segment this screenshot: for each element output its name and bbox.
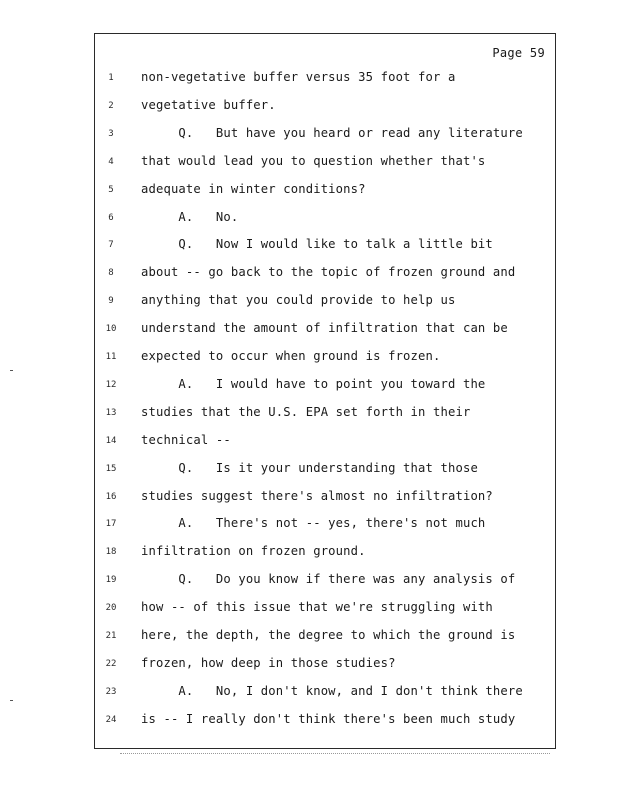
transcript-line — [95, 684, 555, 704]
line-text: here, the depth, the degree to which the ground is — [141, 628, 516, 642]
line-text: A. No, I don't know, and I don't think there — [141, 683, 523, 698]
transcript-line — [95, 349, 555, 369]
transcript-line — [95, 433, 555, 453]
line-number: 20 — [105, 603, 117, 614]
transcript-line — [95, 182, 555, 202]
line-text: understand the amount of infiltration that can be — [141, 321, 508, 336]
page-number: Page 59 — [492, 46, 545, 60]
line-number: 6 — [108, 212, 114, 223]
line-number: 19 — [105, 575, 117, 586]
line-number: 11 — [105, 352, 117, 362]
transcript-line — [95, 572, 555, 592]
line-number: 4 — [108, 156, 114, 167]
line-number: 7 — [108, 240, 114, 251]
line-number: 21 — [105, 631, 117, 641]
line-text: infiltration on frozen ground. — [141, 544, 366, 559]
line-number: 5 — [108, 184, 114, 195]
line-text: studies suggest there's almost no infiltration? — [141, 488, 493, 503]
line-number: 12 — [105, 379, 117, 390]
line-text: A. No. — [141, 209, 239, 224]
transcript-page — [94, 33, 556, 749]
line-number: 2 — [108, 100, 114, 111]
line-text: about -- go back to the topic of frozen ground and — [141, 265, 516, 280]
line-text: that would lead you to question whether that's — [141, 153, 486, 168]
transcript-line — [95, 516, 555, 536]
line-number: 1 — [108, 73, 114, 83]
bottom-rule — [120, 753, 550, 755]
transcript-line — [95, 489, 555, 509]
line-text: Q. Now I would like to talk a little bit — [141, 237, 493, 252]
line-text: Q. But have you heard or read any literature — [141, 125, 523, 140]
line-text: Q. Is it your understanding that those — [141, 460, 478, 475]
line-number: 16 — [105, 491, 117, 502]
transcript-line — [95, 544, 555, 564]
line-text: A. There's not -- yes, there's not much — [141, 516, 486, 531]
line-number: 24 — [105, 714, 117, 725]
margin-mark — [10, 370, 13, 371]
line-number: 18 — [105, 547, 117, 558]
transcript-line — [95, 265, 555, 285]
transcript-line — [95, 210, 555, 230]
line-number: 3 — [108, 128, 114, 139]
transcript-line — [95, 600, 555, 620]
line-text: non-vegetative buffer versus 35 foot for a — [141, 70, 456, 84]
line-number: 8 — [108, 268, 114, 279]
transcript-line — [95, 656, 555, 676]
line-number: 10 — [105, 324, 117, 335]
line-number: 9 — [108, 296, 114, 307]
transcript-line — [95, 405, 555, 425]
transcript-line — [95, 70, 555, 90]
transcript-line — [95, 126, 555, 146]
transcript-line — [95, 321, 555, 341]
transcript-line — [95, 154, 555, 174]
line-text: technical -- — [141, 432, 231, 447]
line-number: 13 — [105, 407, 117, 418]
line-text: anything that you could provide to help us — [141, 293, 456, 308]
line-text: vegetative buffer. — [141, 97, 276, 112]
line-text: studies that the U.S. EPA set forth in their — [141, 404, 471, 419]
line-text: A. I would have to point you toward the — [141, 376, 486, 391]
line-number: 17 — [105, 519, 117, 530]
line-number: 15 — [105, 463, 117, 474]
transcript-line — [95, 293, 555, 313]
margin-mark — [10, 700, 13, 701]
line-text: frozen, how deep in those studies? — [141, 655, 396, 670]
transcript-line — [95, 98, 555, 118]
transcript-line — [95, 628, 555, 648]
transcript-line — [95, 377, 555, 397]
line-text: is -- I really don't think there's been much study — [141, 711, 516, 726]
line-text: expected to occur when ground is frozen. — [141, 349, 441, 363]
line-number: 14 — [105, 435, 117, 446]
line-number: 23 — [105, 686, 117, 697]
transcript-line — [95, 461, 555, 481]
transcript-line — [95, 237, 555, 257]
line-text: adequate in winter conditions? — [141, 181, 366, 196]
line-number: 22 — [105, 658, 117, 669]
transcript-line — [95, 712, 555, 732]
line-text: Q. Do you know if there was any analysis of — [141, 572, 516, 587]
line-text: how -- of this issue that we're struggling with — [141, 600, 493, 615]
